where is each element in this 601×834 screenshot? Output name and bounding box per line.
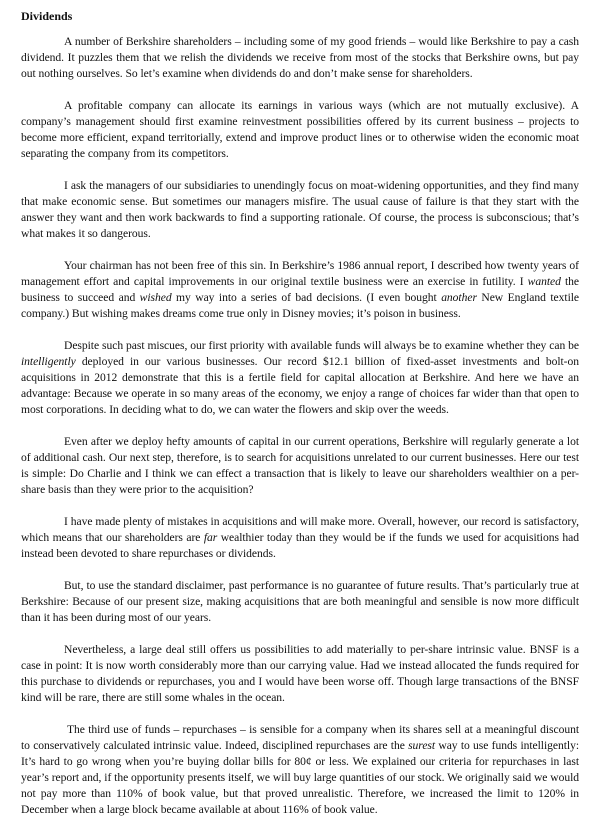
emphasized-text: intelligently bbox=[21, 355, 76, 368]
emphasized-text: wished bbox=[139, 291, 172, 304]
paragraph-text: Even after we deploy hefty amounts of capital in our current operations, Berkshire will regularly generate a lot of additional cash. Our next step, therefore, is to search for acquisitions unrelated to our current businesses. Here our test is simple: Do Charlie and I think we can effect a transaction that is likely to leave our shareholders wealthier on a per-share basis than they were prior to the acquisition? bbox=[21, 435, 579, 496]
paragraph-text: But, to use the standard disclaimer, past performance is no guarantee of future results. That’s particularly true at Berkshire: Because of our present size, making acquisitions that are both meaningful and sensible is now more difficult than it has been during most of our years. bbox=[21, 579, 579, 624]
paragraph-text: A number of Berkshire shareholders – including some of my good friends – would like Berkshire to pay a cash dividend. It puzzles them that we relish the dividends we receive from most of the stocks that Berkshire owns, but pay out nothing ourselves. So let’s examine when dividends do and don’t make sense for shareholders. bbox=[21, 35, 579, 80]
body-paragraph bbox=[21, 722, 579, 818]
paragraph-text: New England textile company.) But wishing makes dreams come true only in Disney movies; it’s poison in business. bbox=[21, 291, 580, 320]
paragraph-list bbox=[21, 34, 579, 818]
emphasized-text: another bbox=[441, 291, 477, 304]
body-paragraph bbox=[21, 434, 579, 498]
emphasized-text: surest bbox=[408, 739, 436, 752]
body-paragraph bbox=[21, 514, 579, 562]
body-paragraph bbox=[21, 642, 579, 706]
body-paragraph bbox=[21, 98, 579, 162]
body-paragraph bbox=[21, 338, 579, 418]
paragraph-text: A profitable company can allocate its earnings in various ways (which are not mutually exclusive). A company’s management should first examine reinvestment possibilities offered by its current business – projects to become more efficient, expand territorially, extend and improve product lines or to otherwise widen the economic moat separating the company from its competitors. bbox=[21, 99, 579, 160]
body-paragraph bbox=[21, 258, 579, 322]
paragraph-text: deployed in our various businesses. Our record $12.1 billion of fixed-asset investments and bolt-on acquisitions in 2012 demonstrate that this is a fertile field for capital allocation at Berkshire. And here we have an advantage: Because we operate in so many areas of the economy, we enjoy a range of choices far wider than that open to most corporations. In deciding what to do, we can water the flowers and skip over the weeds. bbox=[21, 355, 579, 416]
paragraph-text: the business to succeed and bbox=[21, 275, 579, 304]
emphasized-text: wanted bbox=[527, 275, 561, 288]
body-paragraph bbox=[21, 578, 579, 626]
paragraph-text: Nevertheless, a large deal still offers us possibilities to add materially to per-share intrinsic value. BNSF is a case in point: It is now worth considerably more than our carrying value. Had we instead allocated the funds required for this purchase to dividends or repurchases, you and I would have been worse off. Though large transactions of the BNSF kind will be rare, there are still some whales in the ocean. bbox=[21, 643, 579, 704]
paragraph-text: The third use of funds – repurchases – is sensible for a company when its shares sell at a meaningful discount to conservatively calculated intrinsic value. Indeed, disciplined repurchases are the bbox=[21, 723, 579, 752]
paragraph-text: I have made plenty of mistakes in acquisitions and will make more. Overall, however, our record is satisfactory, which means that our shareholders are bbox=[21, 515, 579, 544]
paragraph-text: Your chairman has not been free of this sin. In Berkshire’s 1986 annual report, I described how twenty years of management effort and capital improvements in our original textile business were an exercise in futility. I bbox=[21, 259, 579, 288]
paragraph-text: I ask the managers of our subsidiaries to unendingly focus on moat-widening opportunities, and they find many that make economic sense. But sometimes our managers misfire. The usual cause of failure is that they start with the answer they want and then work backwards to find a supporting rationale. Of course, the process is subconscious; that’s what makes it so dangerous. bbox=[21, 179, 579, 240]
paragraph-text: my way into a series of bad decisions. (I even bought bbox=[171, 291, 442, 304]
body-paragraph bbox=[21, 178, 579, 242]
paragraph-text: Despite such past miscues, our first priority with available funds will always be to examine whether they can be bbox=[64, 339, 579, 352]
emphasized-text: far bbox=[203, 531, 218, 544]
section-heading: Dividends bbox=[21, 9, 73, 23]
paragraph-text: way to use funds intelligently: It’s hard to go wrong when you’re buying dollar bills for 80¢ or less. We explained our criteria for repurchases in last year’s report and, if the opportunity presents itself, we will buy large quantities of our stock. We originally said we would not pay more than 110% of book value, but that proved unrealistic. Therefore, we increased the limit to 120% in December when a large block became available at about 116% of book value. bbox=[21, 739, 579, 816]
body-paragraph bbox=[21, 34, 579, 82]
document-page bbox=[21, 8, 579, 834]
paragraph-text: wealthier today than they would be if the funds we used for acquisitions had instead been devoted to share repurchases or dividends. bbox=[21, 531, 579, 560]
